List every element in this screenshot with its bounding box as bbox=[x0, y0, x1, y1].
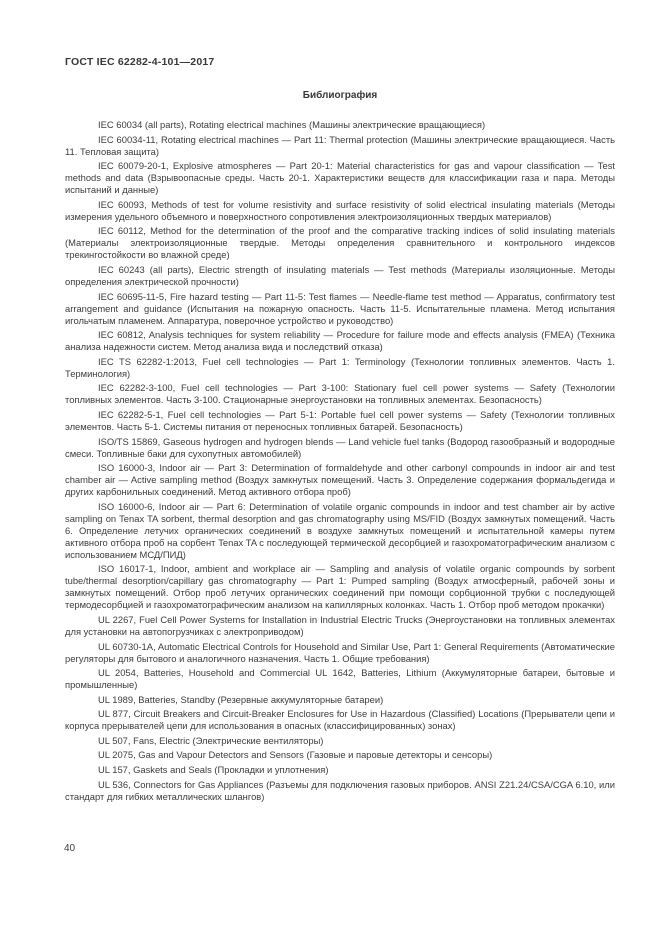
bibliography-entry: IEC TS 62282-1:2013, Fuel cell technologies — Part 1: Terminology (Технологии топливных элементов. Часть 1. Терминология) bbox=[65, 355, 615, 379]
section-title: Библиография bbox=[302, 90, 378, 101]
bibliography-entry: UL 1989, Batteries, Standby (Резервные аккумуляторные батареи) bbox=[98, 693, 384, 705]
bibliography-entry: UL 2267, Fuel Cell Power Systems for Installation in Industrial Electric Trucks (Энергоустановки на топливных элементах для установки на автопогрузчиках с электроприводом) bbox=[65, 613, 615, 637]
bibliography-entry: UL 507, Fans, Electric (Электрические вентиляторы) bbox=[98, 734, 324, 746]
bibliography-entry: ISO 16017-1, Indoor, ambient and workplace air — Sampling and analysis of volatile organic compounds by sorbent tube/thermal desorption/capillary gas chromatography — Part 1: Pumped sampling (Воздух атмосферный, рабочей зоны и замкнутых помещений. Отбор проб летучих органических соединений при помощи сорбционной трубки с последующей термодесорбцией и газохроматографическим анализом на капиллярных колонках. Часть 1. Отбор проб методом прокачки) bbox=[65, 563, 615, 611]
bibliography-entry: ISO 16000-6, Indoor air — Part 6: Determination of volatile organic compounds in indoor and test chamber air by active sampling on Tenax TA sorbent, thermal desorption and gas chromatography using MS/FID (Воздух замкнутых помещений. Часть 6. Определение летучих органических соединений в воздухе замкнутых помещений и испытательной камеры путем активного отбора проб на сорбент Tenax TA с последующей термической десорбцией и газохроматографическим анализом с использованием МСД/ПИД) bbox=[65, 500, 615, 560]
bibliography-list bbox=[65, 119, 615, 803]
bibliography-entry: IEC 60112, Method for the determination of the proof and the comparative tracking indices of solid insulating materials (Материалы электроизоляционные твердые. Методы определения сравнительного и контрольного индексов трекингостойкости во влажной среде) bbox=[65, 225, 615, 261]
bibliography-entry: UL 877, Circuit Breakers and Circuit-Breaker Enclosures for Use in Hazardous (Classified) Locations (Прерыватели цепи и корпуса прерывателей цепи для использования в опасных (классифицированных) зонах) bbox=[65, 708, 615, 732]
bibliography-entry: IEC 60034 (all parts), Rotating electrical machines (Машины электрические вращающиеся) bbox=[98, 119, 486, 130]
page-number: 40 bbox=[64, 843, 76, 854]
bibliography-entry: IEC 60079-20-1, Explosive atmospheres — Part 20-1: Material characteristics for gas and vapour classification — Test methods and data (Взрывоопасные среды. Часть 20-1. Характеристики веществ для классификации газа и пара. Методы испытаний и данные) bbox=[65, 160, 615, 196]
bibliography-entry: UL 536, Connectors for Gas Appliances (Разъемы для подключения газовых приборов. ANSI Z21.24/CSA/CGA 6.10, или стандарт для гибких металлических шлангов) bbox=[65, 778, 615, 802]
bibliography-entry: IEC 60812, Analysis techniques for system reliability — Procedure for failure mode and effects analysis (FMEA) (Техника анализа надежности систем. Метод анализа вида и последствий отказа) bbox=[65, 329, 615, 353]
bibliography-entry: IEC 60034-11, Rotating electrical machines — Part 11: Thermal protection (Машины электрические вращающиеся. Часть 11. Тепловая защита) bbox=[65, 133, 615, 157]
bibliography-entry: UL 2054, Batteries, Household and Commercial UL 1642, Batteries, Lithium (Аккумуляторные батареи, бытовые и промышленные) bbox=[65, 667, 615, 691]
bibliography-entry: IEC 60695-11-5, Fire hazard testing — Part 11-5: Test flames — Needle-flame test method — Apparatus, confirmatory test arrangement and guidance (Испытания на пожарную опасность. Часть 11-5. Испытательные пламена. Метод испытания игольчатым пламенем. Аппаратура, поверочное устройство и руководство) bbox=[65, 290, 615, 326]
document-header: ГОСТ IEC 62282-4-101—2017 bbox=[65, 56, 215, 68]
bibliography-entry: IEC 62282-3-100, Fuel cell technologies — Part 3-100: Stationary fuel cell power systems — Safety (Технологии топливных элементов. Часть 3-100. Стационарные энергоустановки на топливных элементах. Безопасность) bbox=[65, 382, 615, 406]
bibliography-entry: UL 60730-1A, Automatic Electrical Controls for Household and Similar Use, Part 1: General Requirements (Автоматические регуляторы для бытового и аналогичного назначения. Часть 1. Общие требования) bbox=[65, 640, 615, 664]
bibliography-entry: IEC 62282-5-1, Fuel cell technologies — Part 5-1: Portable fuel cell power systems — Safety (Технологии топливных элементов. Часть 5-1. Системы питания от переносных топливных батарей. Безопасность) bbox=[65, 408, 615, 432]
bibliography-entry: ISO 16000-3, Indoor air — Part 3: Determination of formaldehyde and other carbonyl compounds in indoor air and test chamber air — Active sampling method (Воздух замкнутых помещений. Часть 3. Определение содержания формальдегида и других карбонильных соединений. Метод активного отбора проб) bbox=[65, 462, 615, 498]
bibliography-entry: IEC 60243 (all parts), Electric strength of insulating materials — Test methods (Материалы изоляционные. Методы определения электрической прочности) bbox=[65, 263, 615, 287]
bibliography-entry: IEC 60093, Methods of test for volume resistivity and surface resistivity of solid electrical insulating materials (Методы измерения удельного объемного и поверхностного сопротивления электроизоляционных твердых материалов) bbox=[65, 198, 615, 222]
bibliography-entry: UL 2075, Gas and Vapour Detectors and Sensors (Газовые и паровые детекторы и сенсоры) bbox=[98, 749, 493, 761]
bibliography-entry: UL 157, Gaskets and Seals (Прокладки и уплотнения) bbox=[98, 764, 329, 776]
bibliography-entry: ISO/TS 15869, Gaseous hydrogen and hydrogen blends — Land vehicle fuel tanks (Водород газообразный и водородные смеси. Топливные баки для сухопутных автомобилей) bbox=[65, 435, 615, 459]
